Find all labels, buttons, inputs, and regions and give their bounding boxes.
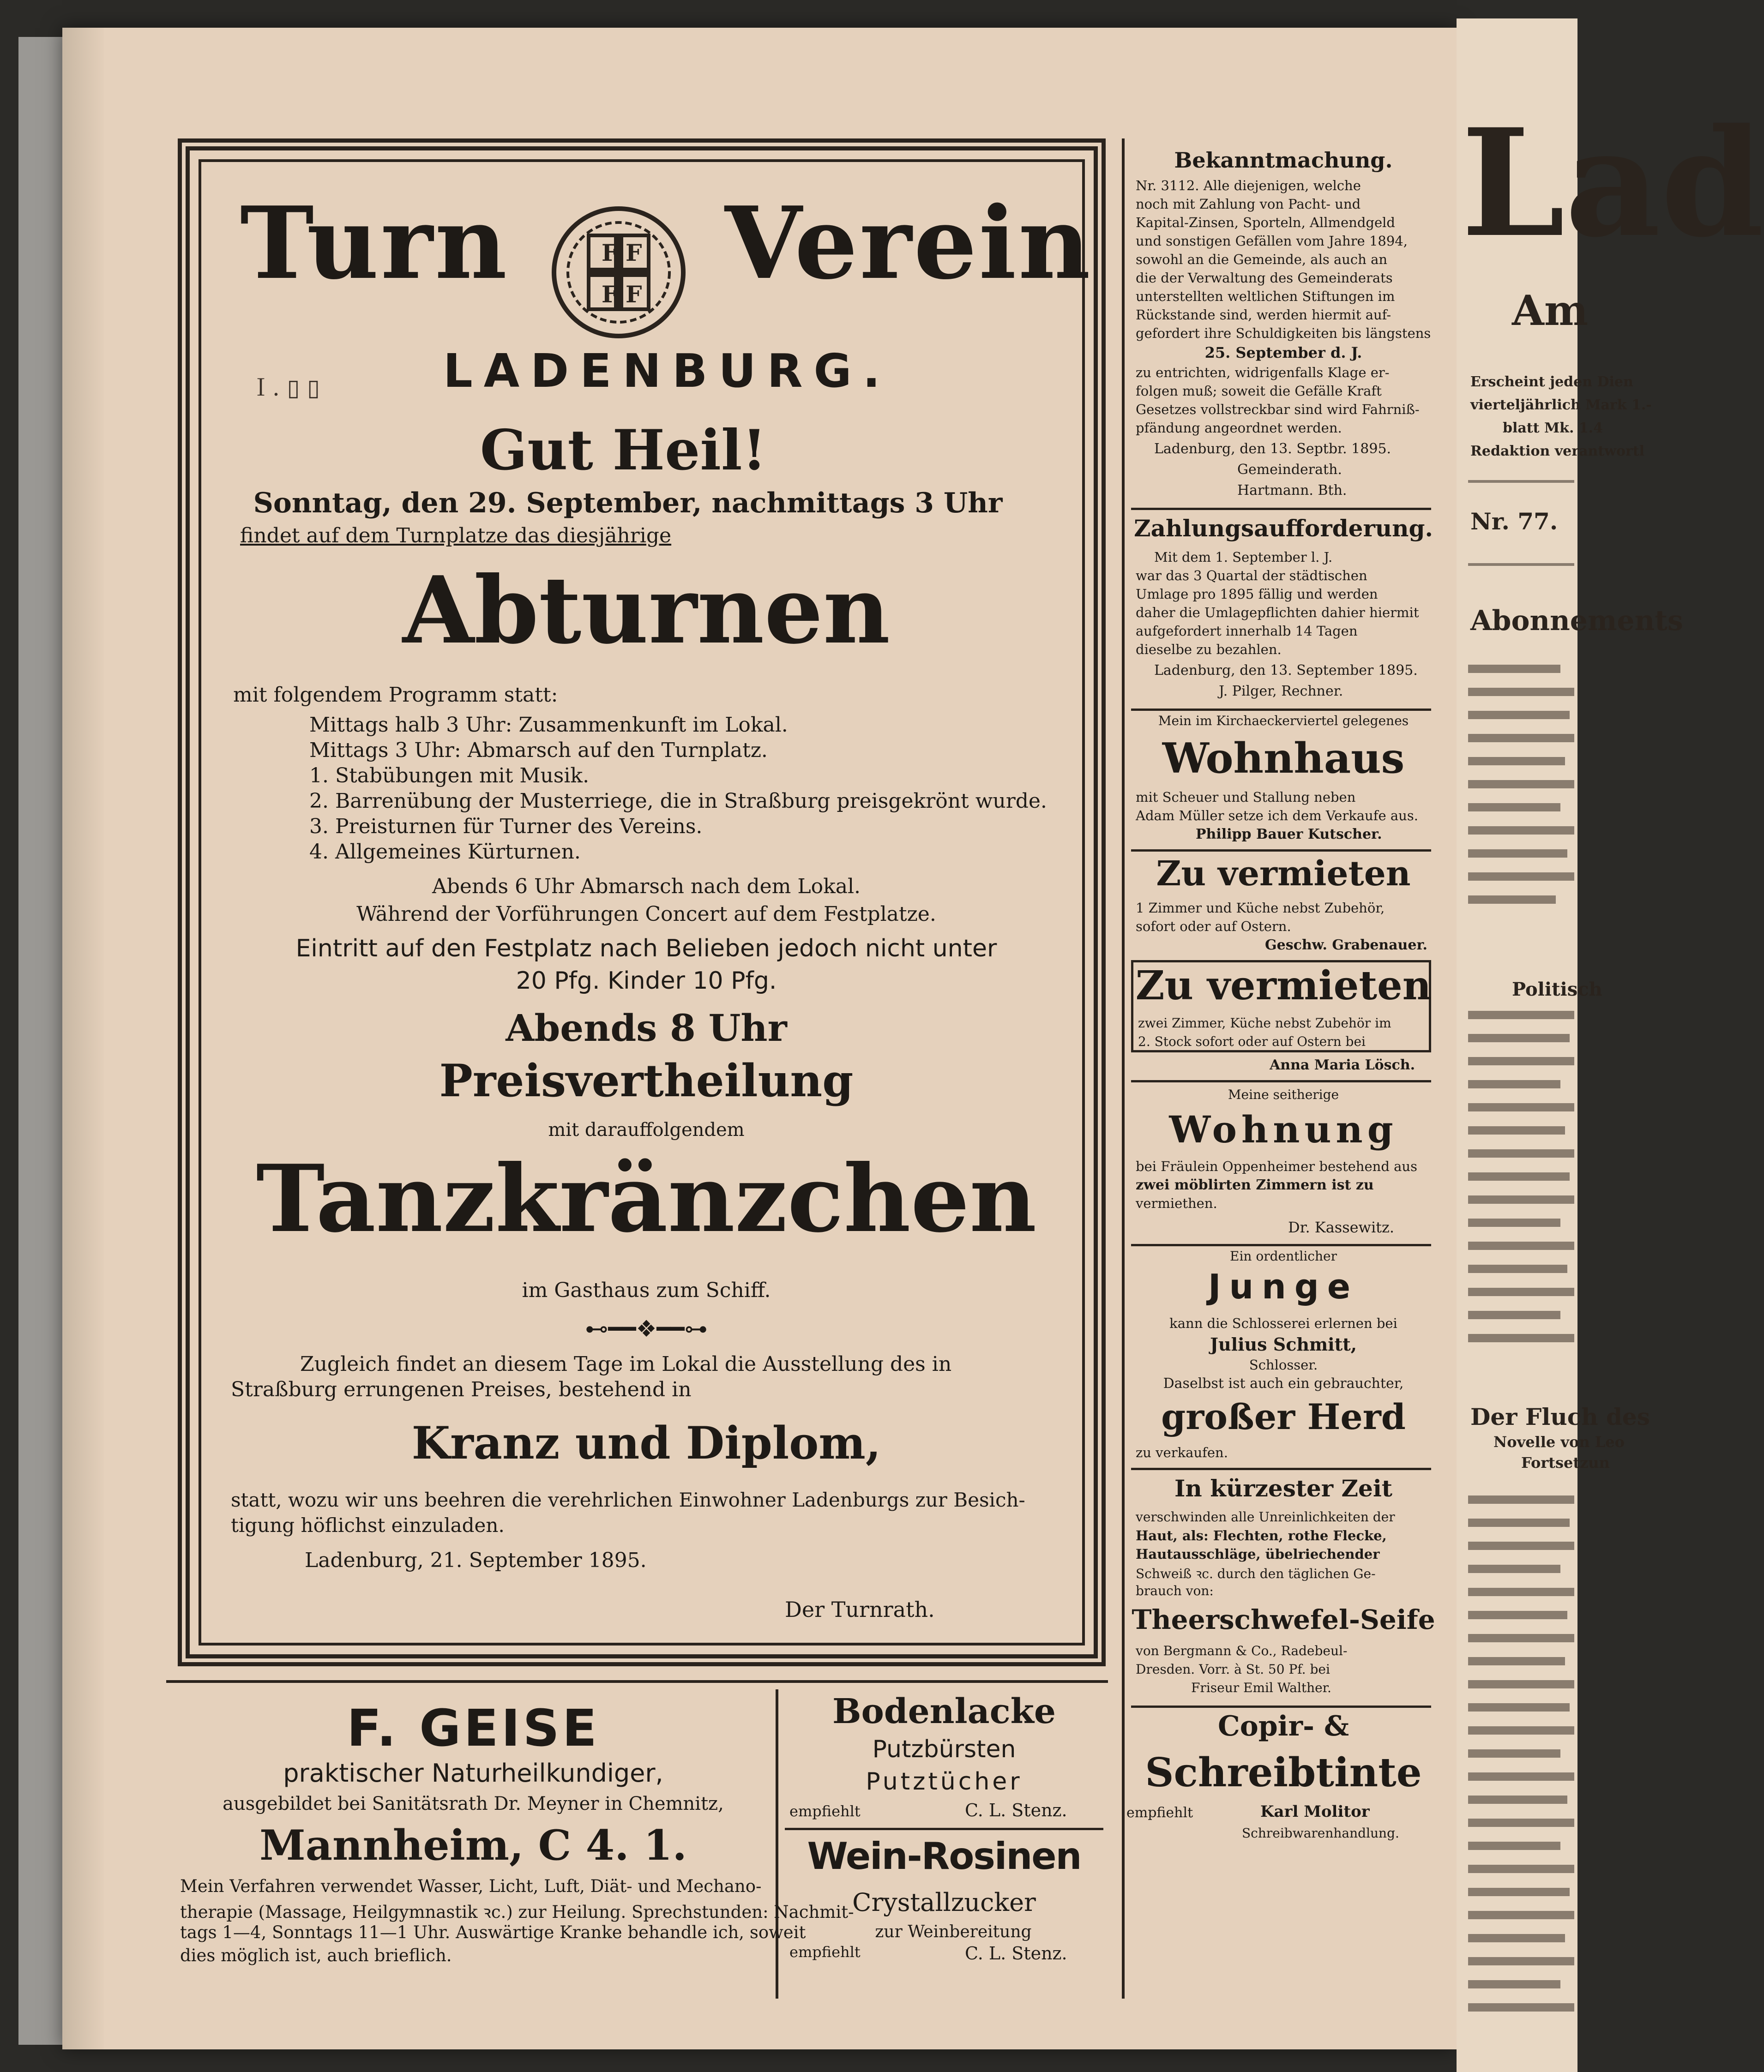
info-line: Redaktion verantwortl: [1470, 443, 1645, 459]
program-item: 1. Stabübungen mit Musik.: [309, 764, 590, 787]
zeit-line: brauch von:: [1136, 1583, 1214, 1598]
place-date: Ladenburg, 21. September 1895.: [305, 1549, 647, 1572]
stenz-item: Crystallzucker: [852, 1888, 1036, 1917]
zahl-line: J. Pilger, Rechner.: [1219, 683, 1343, 699]
svg-text:F: F: [626, 239, 642, 266]
evening-march: Abends 6 Uhr Abmarsch nach dem Lokal.: [432, 875, 861, 898]
zahl-line: Umlage pro 1895 fällig und werden: [1136, 586, 1378, 602]
bekannt-line: Gemeinderath.: [1237, 462, 1342, 478]
geise-text: Mein Verfahren verwendet Wasser, Licht, Luft, Diät- und Mechano-: [180, 1876, 762, 1896]
bekannt-line: unterstellten weltlichen Stiftungen im: [1136, 288, 1395, 304]
program-item: 2. Barrenübung der Musterriege, die in Straßburg preisgekrönt wurde.: [309, 789, 1047, 813]
bekannt-line: Hartmann. Bth.: [1237, 482, 1347, 498]
wreath-diploma: Kranz und Diplom,: [411, 1417, 881, 1469]
wohnhaus-title: Wohnhaus: [1162, 734, 1405, 783]
zeit-line: Schweiß ꝛc. durch den täglichen Ge-: [1136, 1566, 1376, 1581]
info-line: blatt Mk. 1.4: [1503, 420, 1603, 436]
ornament-divider: ⊷━━❖━━⊶: [585, 1315, 708, 1342]
tinte-title: Schreibtinte: [1145, 1749, 1422, 1796]
followed-by: mit darauffolgendem: [548, 1119, 745, 1141]
bekannt-line: zu entrichten, widrigenfalls Klage er-: [1136, 365, 1390, 380]
vermieten-line: Anna Maria Lösch.: [1270, 1057, 1415, 1073]
junge-title: Junge: [1208, 1267, 1359, 1307]
vermieten-line: Geschw. Grabenauer.: [1265, 937, 1427, 953]
wohnung-line: zwei möblirten Zimmern ist zu: [1136, 1177, 1374, 1193]
section-sub: Novelle von Leo: [1493, 1433, 1625, 1451]
junge-line: Daselbst ist auch ein gebrauchter,: [1163, 1375, 1404, 1392]
stenz-item: Putzbürsten: [872, 1736, 1016, 1763]
bekannt-title: Bekanntmachung.: [1174, 148, 1393, 173]
info-line: Erscheint jeden Dien: [1470, 374, 1633, 390]
vermieten-line: 1 Zimmer und Küche nebst Zubehör,: [1136, 900, 1385, 916]
wohnung-intro: Meine seitherige: [1228, 1087, 1339, 1102]
section-heading: Abonnements: [1470, 605, 1683, 637]
vermieten-title: Zu vermieten: [1156, 854, 1411, 894]
svg-text:F: F: [626, 281, 642, 308]
wohnung-line: bei Fräulein Oppenheimer bestehend aus: [1136, 1159, 1417, 1174]
svg-text:F: F: [602, 281, 618, 308]
geise-city: Mannheim, C 4. 1.: [259, 1821, 687, 1870]
geise-text: tags 1—4, Sonntags 11—1 Uhr. Auswärtige Kranke behandle ich, soweit: [180, 1922, 806, 1942]
tinte-title: Copir- &: [1217, 1710, 1349, 1742]
evening-8: Abends 8 Uhr: [506, 1006, 787, 1050]
bekannt-line: pfändung angeordnet werden.: [1136, 420, 1342, 436]
exhibit-line: Straßburg errungenen Preises, bestehend in: [231, 1378, 692, 1401]
wohnung-title: Wohnung: [1169, 1108, 1398, 1151]
junge-line: Schlosser.: [1249, 1357, 1318, 1373]
zahl-line: Ladenburg, den 13. September 1895.: [1154, 662, 1418, 679]
town-name: LADENBURG.: [443, 344, 891, 398]
wohnhaus-line: mit Scheuer und Stallung neben: [1136, 789, 1356, 805]
zeit-line: verschwinden alle Unreinlichkeiten der: [1136, 1509, 1395, 1525]
geise-text: dies möglich ist, auch brieflich.: [180, 1946, 452, 1965]
turnverein-emblem-icon: [547, 203, 690, 342]
title-verein: Verein: [725, 185, 1092, 301]
intro-line: findet auf dem Turnplatze das diesjährige: [240, 524, 672, 547]
masthead-sub: Am: [1512, 286, 1589, 335]
herd-line: zu verkaufen.: [1136, 1445, 1228, 1460]
zahl-title: Zahlungsaufforderung.: [1134, 515, 1433, 542]
junge-line: kann die Schlosserei erlernen bei: [1169, 1315, 1397, 1331]
bekannt-line: Nr. 3112. Alle diejenigen, welche: [1136, 178, 1361, 193]
bekannt-line: und sonstigen Gefällen vom Jahre 1894,: [1136, 233, 1408, 249]
stenz-bodenlacke: Bodenlacke: [832, 1692, 1056, 1731]
bekannt-line: sowohl an die Gemeinde, als auch an: [1136, 252, 1388, 267]
greeting: Gut Heil!: [480, 418, 767, 483]
stenz-signature: C. L. Stenz.: [965, 1943, 1067, 1964]
date-line: Sonntag, den 29. September, nachmittags 3 Uhr: [253, 487, 1003, 519]
stenz-item: zur Weinbereitung: [875, 1922, 1032, 1941]
bekannt-line: Gesetzes vollstreckbar sind wird Fahrniß-: [1136, 402, 1420, 417]
bekannt-line: noch mit Zahlung von Pacht- und: [1136, 196, 1361, 212]
venue-line: im Gasthaus zum Schiff.: [522, 1279, 771, 1302]
stenz-item: Putztücher: [866, 1768, 1023, 1796]
invite-line: statt, wozu wir uns beehren die verehrlichen Einwohner Ladenburgs zur Besich-: [231, 1489, 1025, 1511]
zeit-line: Haut, als: Flechten, rothe Flecke,: [1136, 1528, 1387, 1543]
zahl-line: Mit dem 1. September l. J.: [1154, 549, 1333, 565]
geise-text: therapie (Massage, Heilgymnastik ꝛc.) zur Heilung. Sprechstunden: Nachmit-: [180, 1902, 854, 1922]
seife-line: Dresden. Vorr. à St. 50 Pf. bei: [1136, 1662, 1330, 1677]
zahl-line: daher die Umlagepflichten dahier hiermit: [1136, 605, 1419, 620]
bekannt-deadline: 25. September d. J.: [1204, 344, 1362, 361]
program-item: Mittags 3 Uhr: Abmarsch auf den Turnplatz.: [309, 739, 768, 762]
stenz-signature: C. L. Stenz.: [965, 1800, 1067, 1820]
seife-line: Friseur Emil Walther.: [1191, 1680, 1331, 1695]
tinte-signature: Schreibwarenhandlung.: [1242, 1826, 1399, 1841]
geise-line: ausgebildet bei Sanitätsrath Dr. Meyner in Chemnitz,: [223, 1793, 724, 1814]
wohnung-line: vermiethen.: [1136, 1195, 1217, 1211]
herd-title: großer Herd: [1161, 1396, 1406, 1437]
geise-line: praktischer Naturheilkundiger,: [283, 1759, 663, 1788]
bekannt-line: Ladenburg, den 13. Septbr. 1895.: [1154, 441, 1391, 457]
bekannt-line: Kapital-Zinsen, Sporteln, Allmendgeld: [1136, 215, 1395, 230]
section-sub: Fortsetzun: [1521, 1454, 1610, 1471]
bekannt-line: Rückstande sind, werden hiermit auf-: [1136, 307, 1391, 323]
vermieten-title: Zu vermieten: [1135, 962, 1432, 1009]
bekannt-line: folgen muß; soweit die Gefälle Kraft: [1136, 383, 1382, 399]
info-line: vierteljährlich Mark 1.-: [1470, 397, 1652, 413]
tinte-recommend: empfiehlt: [1126, 1805, 1193, 1821]
stenz-recommend: empfiehlt: [789, 1943, 861, 1961]
concert-line: Während der Vorführungen Concert auf dem Festplatze.: [356, 902, 936, 926]
entry-line: Eintritt auf den Festplatz nach Belieben jedoch nicht unter: [295, 935, 997, 962]
seife-title: Theerschwefel-Seife: [1132, 1604, 1435, 1635]
invite-line: tigung höflichst einzuladen.: [231, 1514, 505, 1537]
adjacent-page: [1457, 18, 1764, 2072]
dance-headline: Tanzkränzchen: [256, 1145, 1037, 1253]
bekannt-line: gefordert ihre Schuldigkeiten bis längstens: [1136, 325, 1431, 341]
wohnhaus-line: Philipp Bauer Kutscher.: [1196, 826, 1382, 842]
zahl-line: dieselbe zu bezahlen.: [1136, 642, 1282, 657]
vermieten-line: zwei Zimmer, Küche nebst Zubehör im: [1138, 1015, 1391, 1031]
vermieten-line: 2. Stock sofort oder auf Ostern bei: [1138, 1034, 1366, 1049]
title-turn: Turn: [240, 185, 509, 301]
issue-number: Nr. 77.: [1470, 508, 1558, 535]
stenz-wein-rosinen: Wein-Rosinen: [807, 1835, 1081, 1878]
masthead: Lad: [1461, 97, 1764, 270]
zeit-line: Hautausschläge, übelriechender: [1136, 1546, 1380, 1562]
section-heading: Politisch: [1512, 979, 1602, 1000]
exhibit-line: Zugleich findet an diesem Tage im Lokal die Ausstellung des in: [300, 1352, 952, 1376]
bekannt-line: die der Verwaltung des Gemeinderats: [1136, 270, 1393, 286]
seife-line: von Bergmann & Co., Radebeul-: [1136, 1643, 1348, 1658]
prize-distribution: Preisvertheilung: [439, 1055, 854, 1107]
stamp-mark: Ｉ. ▯ ▯: [249, 374, 320, 401]
vermieten-line: sofort oder auf Ostern.: [1136, 919, 1291, 934]
headline-abturnen: Abturnen: [402, 556, 891, 665]
svg-text:F: F: [602, 239, 618, 266]
program-item: Mittags halb 3 Uhr: Zusammenkunft im Lokal.: [309, 713, 788, 737]
wohnhaus-intro: Mein im Kirchaeckerviertel gelegenes: [1158, 713, 1409, 728]
zahl-line: aufgefordert innerhalb 14 Tagen: [1136, 623, 1358, 639]
program-intro: mit folgendem Programm statt:: [233, 683, 558, 707]
wohnung-signature: Dr. Kassewitz.: [1288, 1219, 1395, 1236]
zeit-title: In kürzester Zeit: [1174, 1475, 1392, 1502]
program-item: 4. Allgemeines Kürturnen.: [309, 840, 581, 864]
wohnhaus-line: Adam Müller setze ich dem Verkaufe aus.: [1136, 808, 1418, 823]
tinte-signature: Karl Molitor: [1260, 1802, 1370, 1821]
section-heading: Der Fluch des: [1470, 1403, 1650, 1430]
zahl-line: war das 3 Quartal der städtischen: [1136, 568, 1367, 583]
junge-intro: Ein ordentlicher: [1230, 1249, 1337, 1264]
signature: Der Turnrath.: [785, 1597, 935, 1622]
entry-price: 20 Pfg. Kinder 10 Pfg.: [516, 967, 777, 995]
junge-line: Julius Schmitt,: [1210, 1334, 1357, 1355]
geise-name: F. GEISE: [347, 1699, 600, 1758]
program-item: 3. Preisturnen für Turner des Vereins.: [309, 815, 703, 838]
stenz-recommend: empfiehlt: [789, 1802, 861, 1820]
